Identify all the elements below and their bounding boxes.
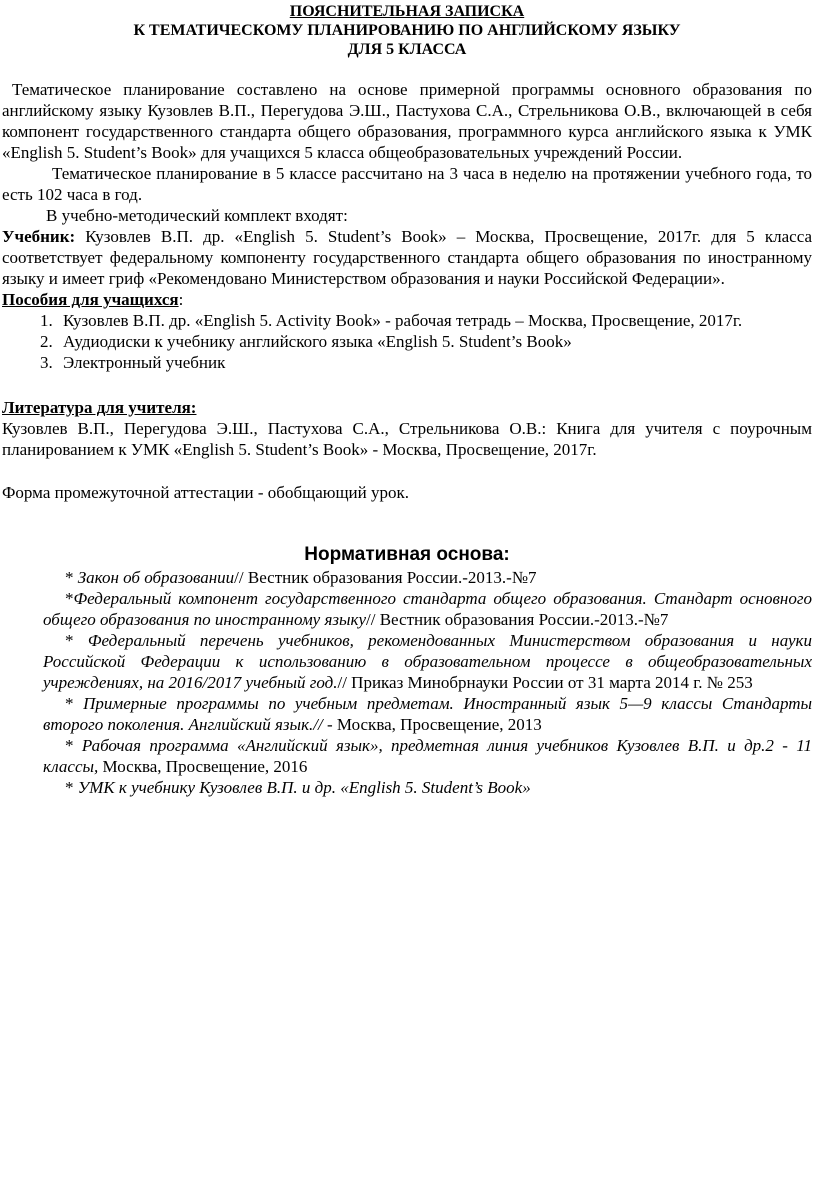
title-line-3: ДЛЯ 5 КЛАССА xyxy=(347,41,467,58)
normative-item-italic: Рабочая программа «Английский язык», предметная линия учебников Кузовлев В.П. и др.2 - 11 классы, xyxy=(43,736,812,776)
bullet-star: * xyxy=(65,631,88,650)
list-item: 3. Электронный учебник xyxy=(57,352,812,373)
student-aids-list xyxy=(2,310,812,373)
intro-paragraph-1: Тематическое планирование составлено на основе примерной программы основного образования по английскому языку Кузовлев В.П., Перегудова Э.Ш., Пастухова С.А., Стрельникова О.В., включающей в себя компонент государственного стандарта общего образования, программного курса английского языка к УМК «English 5. Student’s Book» для учащихся 5 класса общеобразовательных учреждений России. xyxy=(2,80,812,162)
teacher-lit-text: Кузовлев В.П., Перегудова Э.Ш., Пастухова С.А., Стрельникова О.В.: Книга для учителя с поурочным планированием к УМК «English 5. Student’s Book» - Москва, Просвещение, 2017г. xyxy=(2,419,812,459)
bullet-star: * xyxy=(65,778,78,797)
normative-item-3 xyxy=(43,630,812,693)
list-item: 1. Кузовлев В.П. др. «English 5. Activity Book» - рабочая тетрадь – Москва, Просвещение, 2017г. xyxy=(57,310,812,331)
normative-title: Нормативная основа: xyxy=(304,544,510,565)
normative-item-italic: Федеральный перечень учебников, рекомендованных Министерством образования и науки Российской Федерации к использованию в образовательном процессе в общеобразовательных учреждениях, на 2016/2017 учебный год. xyxy=(43,631,812,692)
normative-item-normal: Москва, Просвещение, 2016 xyxy=(98,757,308,776)
normative-item-1 xyxy=(43,567,812,588)
student-aids-label: Пособия для учащихся xyxy=(2,290,179,309)
normative-item-italic: Закон об образовании xyxy=(77,568,235,587)
title-line-1: ПОЯСНИТЕЛЬНАЯ ЗАПИСКА xyxy=(289,3,525,20)
bullet-star: * xyxy=(65,568,78,587)
intro-paragraph-3: В учебно-методический комплект входят: xyxy=(46,206,348,225)
spacer xyxy=(2,460,812,482)
teacher-lit-heading xyxy=(2,397,812,418)
teacher-lit-label: Литература для учителя: xyxy=(2,398,197,417)
normative-item-5 xyxy=(43,735,812,777)
normative-item-6 xyxy=(43,777,812,798)
intro-paragraph-2: Тематическое планирование в 5 классе рассчитано на 3 часа в неделю на протяжении учебного года, то есть 102 часа в год. xyxy=(2,164,812,204)
normative-item-normal: // Вестник образования России.-2013.-№7 xyxy=(234,568,537,587)
assessment-text: Форма промежуточной аттестации - обобщающий урок. xyxy=(2,483,409,502)
student-aids-heading xyxy=(2,289,812,310)
textbook-paragraph xyxy=(2,226,812,289)
normative-item-4 xyxy=(43,693,812,735)
normative-item-normal: - Москва, Просвещение, 2013 xyxy=(322,715,542,734)
textbook-text: Кузовлев В.П. др. «English 5. Student’s Book» – Москва, Просвещение, 2017г. для 5 класса соответствует федеральному компоненту государственного стандарта общего образования по иностранному языку и имеет гриф «Рекомендовано Министерством образования и науки Российской Федерации». xyxy=(2,227,812,288)
textbook-label: Учебник: xyxy=(2,227,76,246)
list-item: 2. Аудиодиски к учебнику английского языка «English 5. Student’s Book» xyxy=(57,331,812,352)
normative-item-italic: УМК к учебнику Кузовлев В.П. и др. «English 5. Student’s Book» xyxy=(77,778,531,797)
bullet-star: * xyxy=(65,736,82,755)
document-title xyxy=(2,0,812,59)
normative-item-italic: Федеральный компонент государственного стандарта общего образования. Стандарт основного общего образования по иностранному языку xyxy=(43,589,812,629)
normative-item-normal: // Приказ Минобрнауки России от 31 марта 2014 г. № 253 xyxy=(337,673,753,692)
spacer xyxy=(2,59,812,79)
normative-item-normal: // Вестник образования России.-2013.-№7 xyxy=(366,610,669,629)
student-aids-colon: : xyxy=(178,290,184,309)
spacer xyxy=(2,373,812,397)
bullet-star: * xyxy=(65,589,74,608)
title-line-2: К ТЕМАТИЧЕСКОМУ ПЛАНИРОВАНИЮ ПО АНГЛИЙСКОМУ ЯЗЫКУ xyxy=(133,22,681,39)
normative-item-italic: Примерные программы по учебным предметам. Иностранный язык 5—9 классы Стандарты второго поколения. Английский язык.// xyxy=(43,694,813,734)
bullet-star: * xyxy=(65,694,84,713)
normative-list xyxy=(2,567,812,798)
normative-item-2 xyxy=(43,588,812,630)
